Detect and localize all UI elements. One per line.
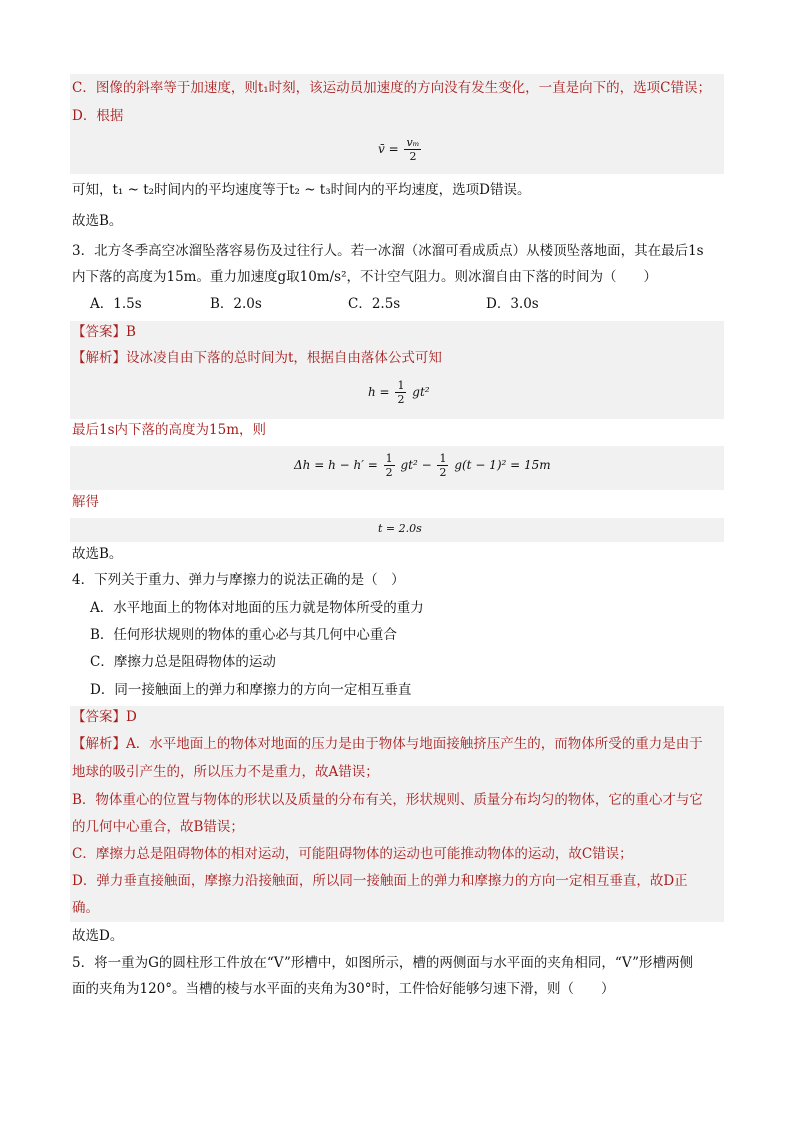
q4-option-b: B．任何形状规则的物体的重心必与其几何中心重合: [90, 627, 397, 643]
formula-rhs: gt²: [412, 385, 430, 399]
answer-value: D: [126, 709, 137, 725]
formula-lhs: v̄ =: [378, 142, 399, 156]
fraction-numerator: vₘ: [406, 136, 420, 149]
q3-option-b: B．2.0s: [210, 296, 262, 312]
fraction-numerator: 1: [397, 379, 405, 392]
formula-lhs: Δh = h − h′ =: [294, 458, 378, 472]
fraction-denominator: 2: [385, 466, 393, 479]
q4-analysis-row-3: B．物体重心的位置与物体的形状以及质量的分布有关，形状规则、质量分布均匀的物体，它的重心才与它: [72, 792, 703, 808]
fraction-denominator: 2: [397, 393, 405, 406]
fraction-denominator: 2: [439, 466, 447, 479]
q4-stem: 4．下列关于重力、弹力与摩擦力的说法正确的是（ ）: [72, 572, 405, 588]
q4-conclusion: 故选D。: [72, 928, 124, 944]
formula-fraction: [404, 136, 421, 163]
q2-conclusion: 故选B。: [72, 213, 123, 229]
q2-option-d-label: D．根据: [72, 108, 124, 124]
q3-option-d: D．3.0s: [486, 296, 539, 312]
q3-conclusion: 故选B。: [72, 546, 123, 562]
q3-option-a: A．1.5s: [90, 296, 142, 312]
formula-fraction: [395, 379, 406, 406]
q4-analysis-row-4: 的几何中心重合，故B错误；: [72, 819, 244, 835]
q3-solve-label: 解得: [72, 494, 99, 510]
q2-option-c-explanation: C．图像的斜率等于加速度，则t₁时刻，该运动员加速度的方向没有发生变化，一直是向下的，选项C错误；: [72, 80, 711, 96]
q4-analysis-row-5: C．摩擦力总是阻碍物体的相对运动，可能阻碍物体的运动也可能推动物体的运动，故C错误；: [72, 846, 633, 862]
q4-analysis-row-2: 地球的吸引产生的，所以压力不是重力，故A错误；: [72, 764, 379, 780]
q3-analysis-row: [72, 348, 442, 368]
answer-tag: 【答案】: [72, 709, 126, 725]
fraction-denominator: 2: [409, 150, 417, 163]
formula-middle: gt² −: [400, 458, 432, 472]
answer-tag: 【答案】: [72, 324, 126, 340]
q3-option-c: C．2.5s: [348, 296, 401, 312]
formula-height-difference: [294, 452, 551, 479]
q4-answer-row: [72, 707, 137, 727]
formula-rhs: g(t − 1)² = 15m: [454, 458, 551, 472]
q3-answer-row: [72, 322, 136, 342]
fraction-numerator: 1: [439, 452, 447, 465]
q4-option-a: A．水平地面上的物体对地面的压力就是物体所受的重力: [90, 600, 424, 616]
analysis-text: 设冰凌自由下落的总时间为t，根据自由落体公式可知: [126, 350, 442, 366]
answer-value: B: [126, 324, 136, 340]
formula-fraction-2: [437, 452, 448, 479]
formula-average-velocity: [378, 136, 423, 163]
formula-result: t = 2.0s: [378, 522, 422, 535]
formula-free-fall: [368, 379, 430, 406]
q3-stem-line-1: 3．北方冬季高空冰溜坠落容易伤及过往行人。若一冰溜（冰溜可看成质点）从楼顶坠落地面，其在最后1s: [72, 243, 704, 259]
fraction-numerator: 1: [385, 452, 393, 465]
q4-analysis-row-1: [72, 734, 703, 754]
q2-option-d-explanation: 可知，t₁ ~ t₂时间内的平均速度等于t₂ ~ t₃时间内的平均速度，选项D错误。: [72, 182, 531, 198]
q4-analysis-row-7: 确。: [72, 900, 99, 916]
analysis-tag: 【解析】: [72, 350, 126, 366]
analysis-tag: 【解析】: [72, 736, 126, 752]
q3-stem-line-2: 内下落的高度为15m。重力加速度g取10m/s²，不计空气阻力。则冰溜自由下落的时间为（ ）: [72, 269, 657, 285]
formula-fraction-1: [384, 452, 395, 479]
q5-stem-line-2: 面的夹角为120°。当槽的棱与水平面的夹角为30°时，工件恰好能够匀速下滑，则（ ）: [72, 981, 615, 997]
q5-stem-line-1: 5．将一重为G的圆柱形工件放在“V”形槽中，如图所示，槽的两侧面与水平面的夹角相同，“V”形槽两侧: [72, 955, 693, 971]
analysis-text: A．水平地面上的物体对地面的压力是由于物体与地面接触挤压产生的，而物体所受的重力是由于: [126, 736, 703, 752]
q4-option-c: C．摩擦力总是阻碍物体的运动: [90, 654, 276, 670]
q4-analysis-row-6: D．弹力垂直接触面，摩擦力沿接触面，所以同一接触面上的弹力和摩擦力的方向一定相互垂直，故D正: [72, 873, 688, 889]
q4-option-d: D．同一接触面上的弹力和摩擦力的方向一定相互垂直: [90, 682, 412, 698]
q3-last-second-line: 最后1s内下落的高度为15m，则: [72, 422, 266, 438]
formula-lhs: h =: [368, 385, 390, 399]
